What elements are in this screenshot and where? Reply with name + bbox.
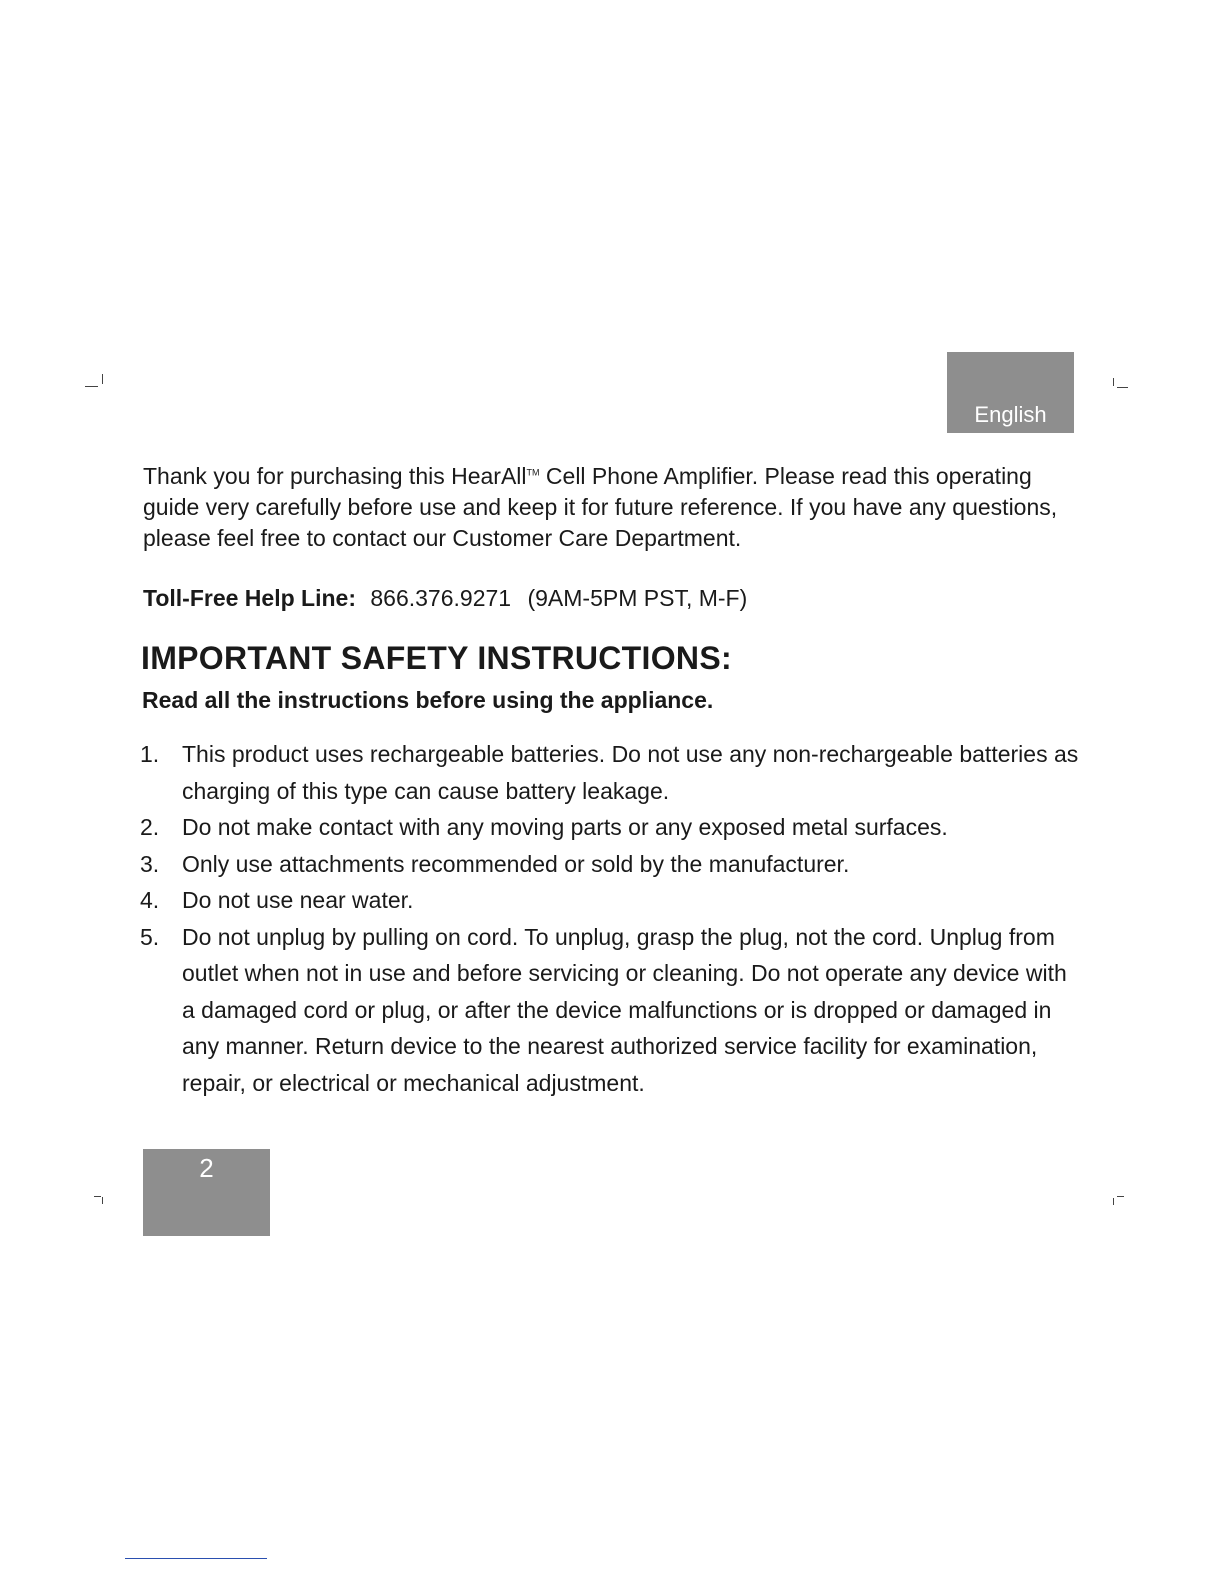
instruction-text: Do not make contact with any moving parts or any exposed metal surfaces.: [182, 814, 948, 840]
instruction-item: [140, 882, 1085, 919]
instruction-number: 1.: [140, 741, 160, 767]
crop-mark-top-left: [85, 386, 98, 387]
bottom-rule: [125, 1558, 267, 1559]
crop-mark-bottom-left: [94, 1196, 101, 1197]
instruction-text: This product uses rechargeable batteries. Do not use any non-rechargeable batteries as charging of this type can cause battery leakage.: [182, 741, 1079, 804]
crop-mark-top-right: [1117, 387, 1128, 388]
instruction-item: [140, 736, 1085, 809]
instruction-item: [140, 846, 1085, 883]
help-line-number: 866.376.9271: [370, 585, 512, 611]
instruction-text: Do not use near water.: [182, 887, 414, 913]
crop-mark-top-right-vertical: [1113, 378, 1114, 386]
crop-mark-bottom-right: [1117, 1196, 1124, 1197]
crop-mark-bottom-right-vertical: [1113, 1198, 1114, 1205]
help-line: [143, 585, 747, 612]
crop-mark-bottom-left-vertical: [102, 1197, 103, 1204]
language-label: English: [974, 402, 1047, 427]
help-line-label: Toll-Free Help Line:: [143, 585, 356, 611]
help-line-hours: (9AM-5PM PST, M-F): [527, 585, 748, 611]
intro-paragraph: [143, 461, 1078, 554]
instruction-list: [140, 736, 1085, 1101]
intro-text-start: Thank you for purchasing this HearAll: [143, 463, 527, 489]
instruction-text: Only use attachments recommended or sold by the manufacturer.: [182, 850, 850, 877]
safety-subtitle: Read all the instructions before using the appliance.: [142, 687, 714, 713]
safety-title: IMPORTANT SAFETY INSTRUCTIONS:: [141, 640, 732, 676]
instruction-number: 3.: [140, 850, 160, 877]
instruction-text: Do not unplug by pulling on cord. To unplug, grasp the plug, not the cord. Unplug from outlet when not in use and before servicing or cleaning. Do not operate any device with a damaged cord or plug, or after the device malfunctions or is dropped or damaged in any manner. Return device to the nearest authorized service facility for examination, repair, or electrical or mechanical adjustment.: [182, 923, 1067, 1096]
trademark-symbol: TM: [526, 467, 540, 478]
instruction-number: 4.: [140, 887, 160, 913]
intro-text-rest: Cell Phone Amplifier. Please read this operating guide very carefully before use and keep it for future reference. If you have any questions, please feel free to contact our Customer Care Department.: [143, 463, 1058, 551]
instruction-item: [140, 919, 1085, 1102]
instruction-number: 5.: [140, 923, 160, 950]
language-tab: [947, 352, 1074, 433]
instruction-number: 2.: [140, 814, 160, 840]
instruction-item: [140, 809, 1085, 846]
crop-mark-top-left-vertical: [102, 374, 103, 384]
page-number: 2: [199, 1153, 214, 1183]
page-number-tab: [143, 1149, 270, 1236]
